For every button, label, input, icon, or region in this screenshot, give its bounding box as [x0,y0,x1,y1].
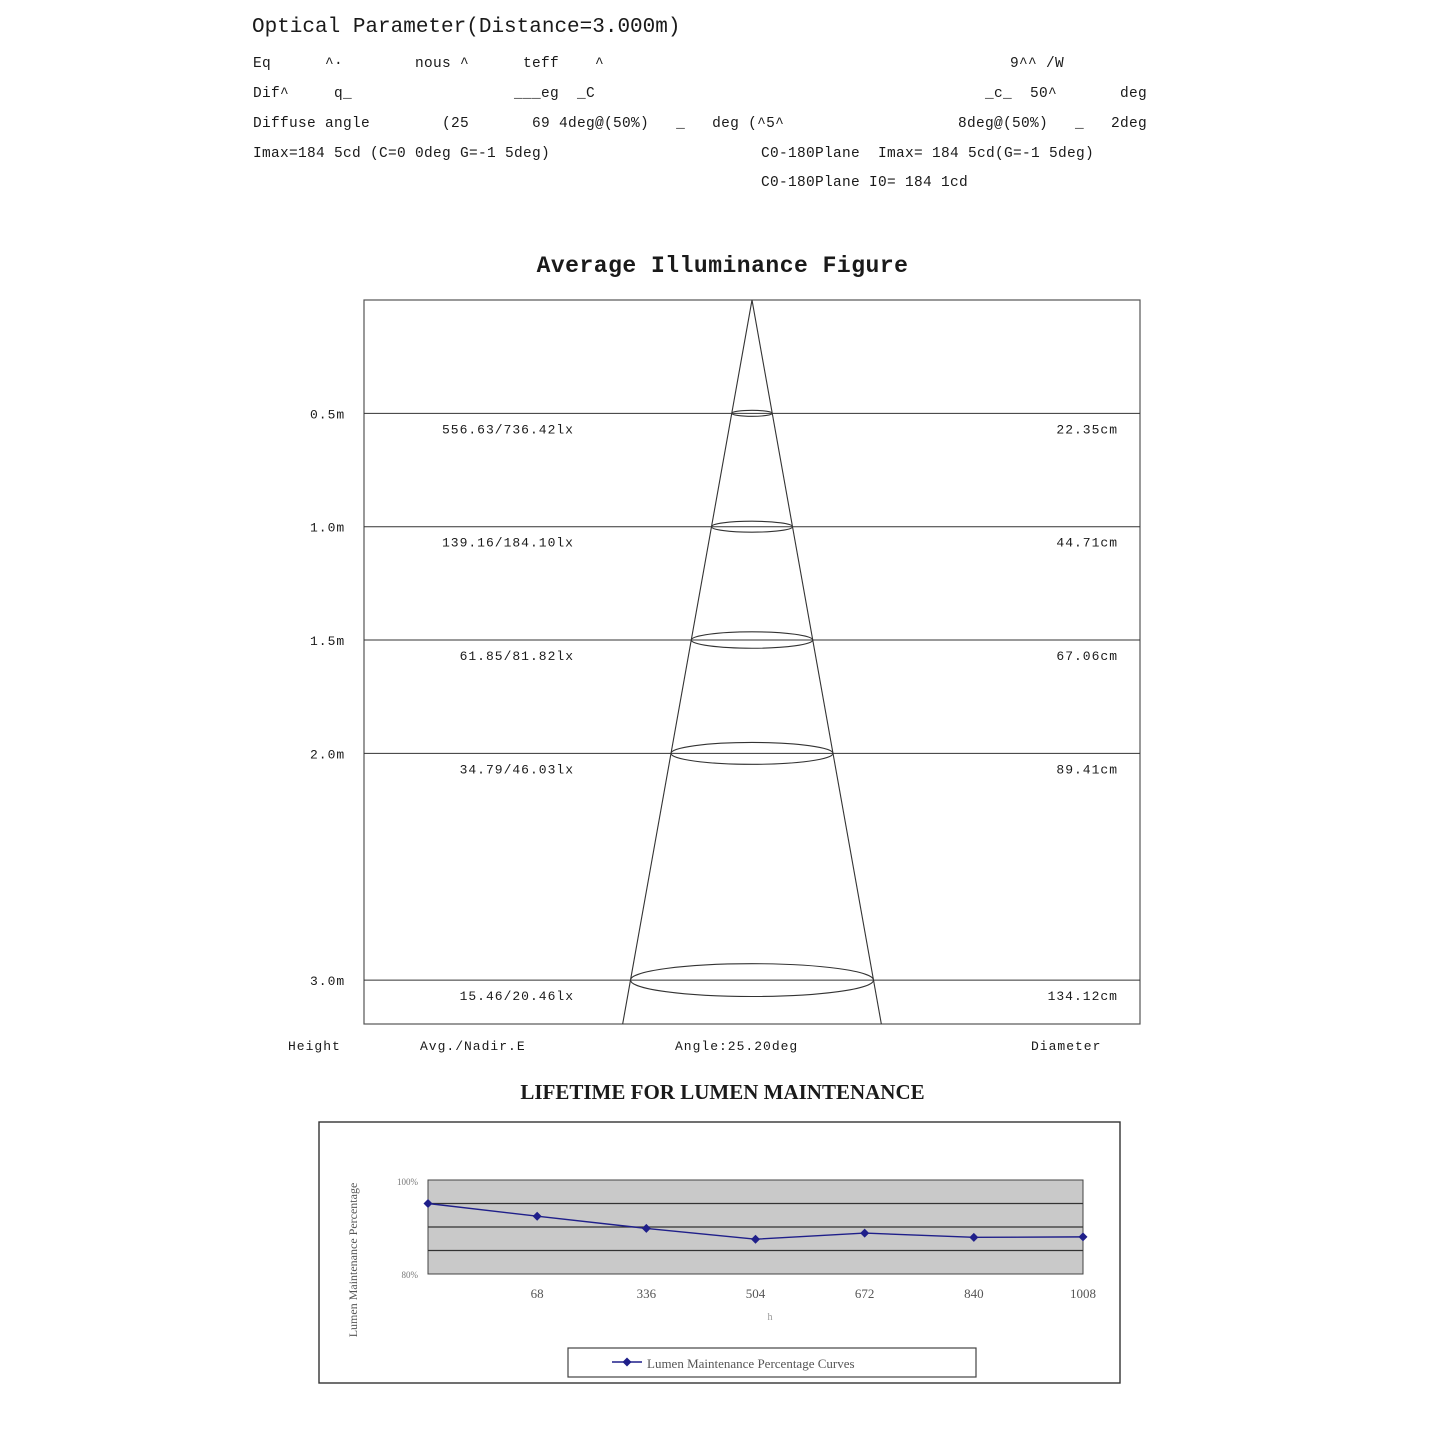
diameter-label: 89.41cm [1056,762,1118,778]
cone-right-edge [752,300,881,1024]
param-row-imax: Imax=184 5cd (C=0 0deg G=-1 5deg) [253,146,551,162]
param-row-diffuse-1: Dif^ q_ ___eg _C [253,86,596,102]
illuminance-label: 34.79/46.03lx [459,762,574,778]
x-tick-label: 68 [530,1286,544,1301]
param-row-c0-i0: C0-180Plane I0= 184 1cd [761,175,969,191]
y-axis-label: Lumen Maintenance Percentage [346,1182,360,1338]
footer-angle-label: Angle:25.20deg [675,1039,799,1054]
height-label: 1.0m [310,520,346,536]
footer-height-label: Height [288,1039,341,1054]
illuminance-label: 61.85/81.82lx [459,649,574,665]
height-label: 2.0m [310,747,346,763]
x-tick-label: 840 [964,1286,984,1301]
footer-avg-label: Avg./Nadir.E [420,1039,526,1054]
height-label: 1.5m [310,634,346,650]
param-row-diffuse-angle-value: 8deg@(50%) _ 2deg [958,116,1148,132]
average-illuminance-title: Average Illuminance Figure [536,253,909,279]
height-label: 3.0m [310,974,346,990]
y-tick-bottom: 80% [401,1270,418,1280]
x-tick-label: 1008 [1070,1286,1096,1301]
x-tick-label: 504 [745,1286,766,1301]
diameter-label: 67.06cm [1056,649,1118,665]
cone-left-edge [623,300,752,1024]
diameter-label: 44.71cm [1056,535,1118,551]
footer-diameter-label: Diameter [1031,1039,1102,1054]
diameter-label: 134.12cm [1047,989,1118,1005]
param-row-c0-imax: C0-180Plane Imax= 184 5cd(G=-1 5deg) [761,146,1095,162]
param-row-diffuse-angle: Diffuse angle (25 69 4deg@(50%) _ deg (^5^ [253,116,785,132]
x-tick-label: 336 [636,1286,657,1301]
optical-parameter-title: Optical Parameter(Distance=3.000m) [252,16,681,39]
lifetime-title: LIFETIME FOR LUMEN MAINTENANCE [520,1080,925,1104]
param-row-efficacy: Eq ^· nous ^ teff ^ [253,56,605,72]
illuminance-label: 15.46/20.46lx [459,989,574,1005]
param-row-efficacy-value: 9^^ /W [1010,56,1065,72]
illuminance-label: 556.63/736.42lx [441,422,574,438]
cone-layer [310,300,1140,1024]
diameter-label: 22.35cm [1056,422,1118,438]
lifetime-chart [319,1122,1120,1383]
param-row-diffuse-1-value: _c_ 50^ deg [985,86,1148,102]
x-tick-label: 672 [854,1286,875,1301]
x-axis-label: h [767,1312,773,1323]
legend-label: Lumen Maintenance Percentage Curves [647,1356,855,1371]
y-tick-top: 100% [397,1177,418,1187]
illuminance-label: 139.16/184.10lx [441,535,574,551]
height-label: 0.5m [310,407,346,423]
